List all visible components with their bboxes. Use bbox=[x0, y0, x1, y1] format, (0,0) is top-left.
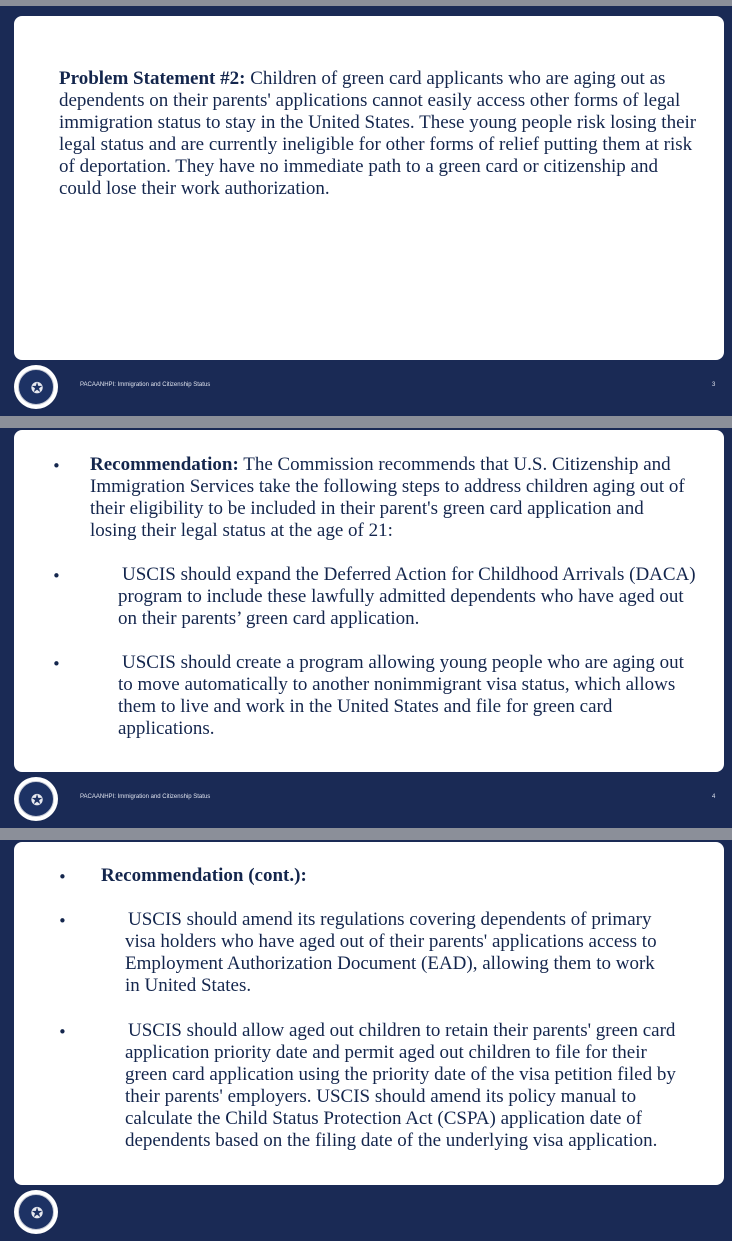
recommendation-item: USCIS should create a program allowing young people who are aging out to move automatically to another nonimmigrant visa status, which allows them to live and work in the United States and file for green card applications. bbox=[118, 652, 684, 739]
slide-separator bbox=[0, 0, 732, 6]
page-number: 3 bbox=[712, 382, 716, 388]
problem-statement-text: Children of green card applicants who are aging out as dependents on their parents' applications cannot easily access other forms of legal immigration status to stay in the United States. These young people risk losing their legal status and are currently ineligible for other forms of relief putting them at risk of deportation. They have no immediate path to a green card or citizenship and could lose their work authorization. bbox=[59, 68, 697, 199]
slide-5-content bbox=[14, 842, 724, 1185]
bullet-icon: • bbox=[58, 868, 67, 886]
problem-statement bbox=[59, 68, 704, 200]
slide-3-content bbox=[14, 16, 724, 360]
recommendation-label: Recommendation (cont.): bbox=[101, 865, 307, 886]
recommendation-item: USCIS should allow aged out children to retain their parents' green card application priority date and permit aged out children to file for their green card application using the priority date of the visa petition filed by their parents' employers. USCIS should amend its policy manual to calculate the Child Status Protection Act (CSPA) application date of dependents based on the filing date of the underlying visa application. bbox=[125, 1020, 676, 1151]
recommendation-item: USCIS should amend its regulations covering dependents of primary visa holders who have aged out of their parents' applications access to Employment Authorization Document (EAD), allowing them to work in United States. bbox=[125, 909, 657, 996]
recommendation-label: Recommendation: bbox=[90, 454, 239, 475]
recommendation-heading bbox=[101, 865, 501, 887]
problem-statement-label: Problem Statement #2: bbox=[59, 68, 246, 89]
footer-text: PACAANHPI: Immigration and Citizenship Status bbox=[80, 794, 211, 800]
bullet-icon: • bbox=[58, 912, 67, 930]
slide-4-content bbox=[14, 430, 724, 772]
recommendation-item: USCIS should expand the Deferred Action for Childhood Arrivals (DACA) program to include these lawfully admitted dependents who have aged out on their parents’ green card application. bbox=[118, 564, 696, 629]
bullet-icon: • bbox=[52, 655, 61, 673]
bullet-icon: • bbox=[58, 1023, 67, 1041]
slide-separator bbox=[0, 416, 732, 428]
presidential-seal-icon: ✪ bbox=[14, 777, 58, 821]
slide-5-footer bbox=[0, 1185, 732, 1241]
bullet-icon: • bbox=[52, 457, 61, 475]
slide-separator bbox=[0, 828, 732, 840]
recommendation-intro bbox=[90, 454, 690, 542]
presidential-seal-icon: ✪ bbox=[14, 365, 58, 409]
bullet-icon: • bbox=[52, 567, 61, 585]
slide-3-footer bbox=[0, 360, 732, 416]
presidential-seal-icon: ✪ bbox=[14, 1190, 58, 1234]
recommendation-text: The Commission recommends that U.S. Citizenship and Immigration Services take the following steps to address children aging out of their eligibility to be included in their parent's green card application and losing their legal status at the age of 21: bbox=[90, 454, 685, 541]
slide-4-footer bbox=[0, 772, 732, 828]
footer-text: PACAANHPI: Immigration and Citizenship Status bbox=[80, 382, 211, 388]
page-number: 4 bbox=[712, 794, 716, 800]
